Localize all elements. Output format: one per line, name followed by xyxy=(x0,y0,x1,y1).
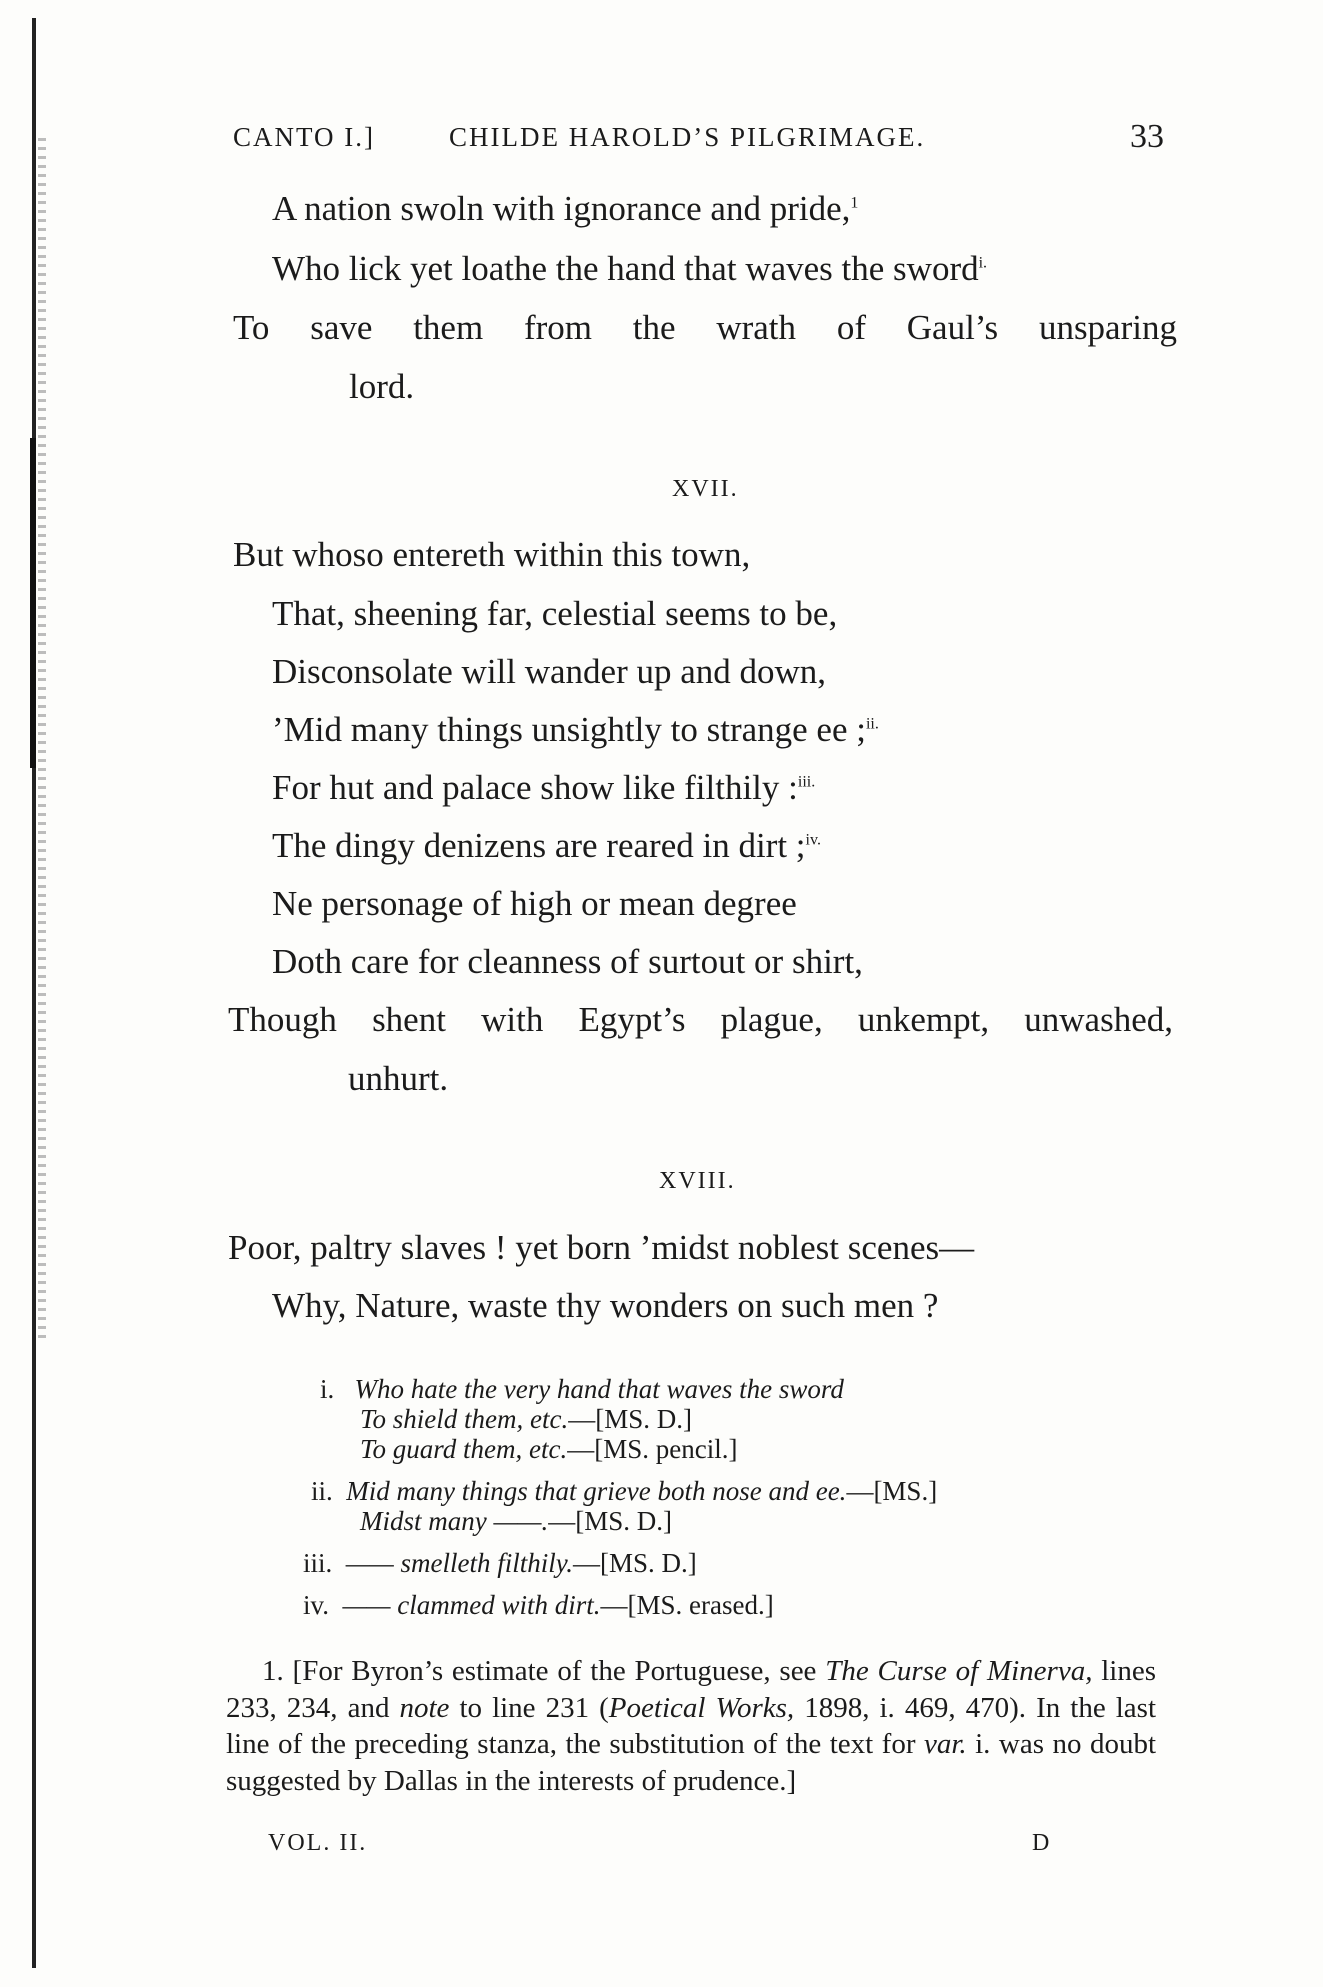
verse-line: Who lick yet loathe the hand that waves the sword$^{i.}$ xyxy=(272,249,988,288)
verse-line: That, sheening far, celestial seems to be, xyxy=(272,594,838,633)
variant-reading: i. Who hate the very hand that waves the sword xyxy=(320,1374,844,1404)
footnote-mark: 1 xyxy=(850,194,859,212)
variant-reading: iii. —— smelleth filthily.—[MS. D.] xyxy=(303,1548,697,1578)
variant-mark: iv. xyxy=(805,831,821,849)
stanza-numeral: XVII. xyxy=(672,476,739,502)
variant-mark: i. xyxy=(978,254,988,272)
verse-line-continuation: unhurt. xyxy=(348,1059,449,1098)
verse-line: Poor, paltry slaves ! yet born ’midst noblest scenes— xyxy=(228,1228,975,1267)
verse-line: Though shent with Egypt’s plague, unkempt, unwashed, xyxy=(228,1000,1173,1039)
editorial-footnote: 1. [For Byron’s estimate of the Portuguese, see The Curse of Minerva, lines 233, 234, and note to line 231 (Poetical Works, 1898, i. 469, 470). In the last line of the preceding stanza, the substitution of the text for var. i. was no doubt suggested by Dallas in the interests of prudence.] xyxy=(226,1655,1156,1797)
verse-line: Ne personage of high or mean degree xyxy=(272,884,797,923)
gathering-signature: D xyxy=(1032,1830,1052,1856)
binding-edge xyxy=(30,18,48,1968)
variant-reading: To guard them, etc.—[MS. pencil.] xyxy=(360,1434,738,1464)
variant-reading: iv. —— clammed with dirt.—[MS. erased.] xyxy=(303,1590,774,1620)
verse-line: The dingy denizens are reared in dirt ;$^{iv.}$ xyxy=(272,826,821,865)
stanza-numeral: XVIII. xyxy=(659,1168,736,1194)
verse-line-continuation: lord. xyxy=(349,367,415,406)
verse-line: A nation swoln with ignorance and pride,$^1$ xyxy=(272,189,859,228)
verse-line: For hut and palace show like filthily :$^{iii.}$ xyxy=(272,768,816,807)
variant-reading: Midst many ——.—[MS. D.] xyxy=(360,1506,673,1536)
verse-line: Doth care for cleanness of surtout or shirt, xyxy=(272,942,863,981)
variant-mark: ii. xyxy=(865,715,879,733)
variant-reading: To shield them, etc.—[MS. D.] xyxy=(360,1404,693,1434)
verse-line: ’Mid many things unsightly to strange ee ;$^{ii.}$ xyxy=(272,710,879,749)
running-head-canto: CANTO I.] xyxy=(233,122,375,152)
volume-signature: VOL. II. xyxy=(268,1830,368,1856)
verse-line: But whoso entereth within this town, xyxy=(233,535,751,574)
variant-reading: ii. Mid many things that grieve both nose and ee.—[MS.] xyxy=(311,1476,938,1506)
verse-line: Disconsolate will wander up and down, xyxy=(272,652,827,691)
running-head-title: CHILDE HAROLD’S PILGRIMAGE. xyxy=(449,122,926,152)
variant-mark: iii. xyxy=(797,773,816,791)
page-number: 33 xyxy=(1130,118,1164,155)
verse-line: Why, Nature, waste thy wonders on such men ? xyxy=(272,1286,939,1325)
verse-line: To save them from the wrath of Gaul’s unsparing xyxy=(233,308,1177,347)
